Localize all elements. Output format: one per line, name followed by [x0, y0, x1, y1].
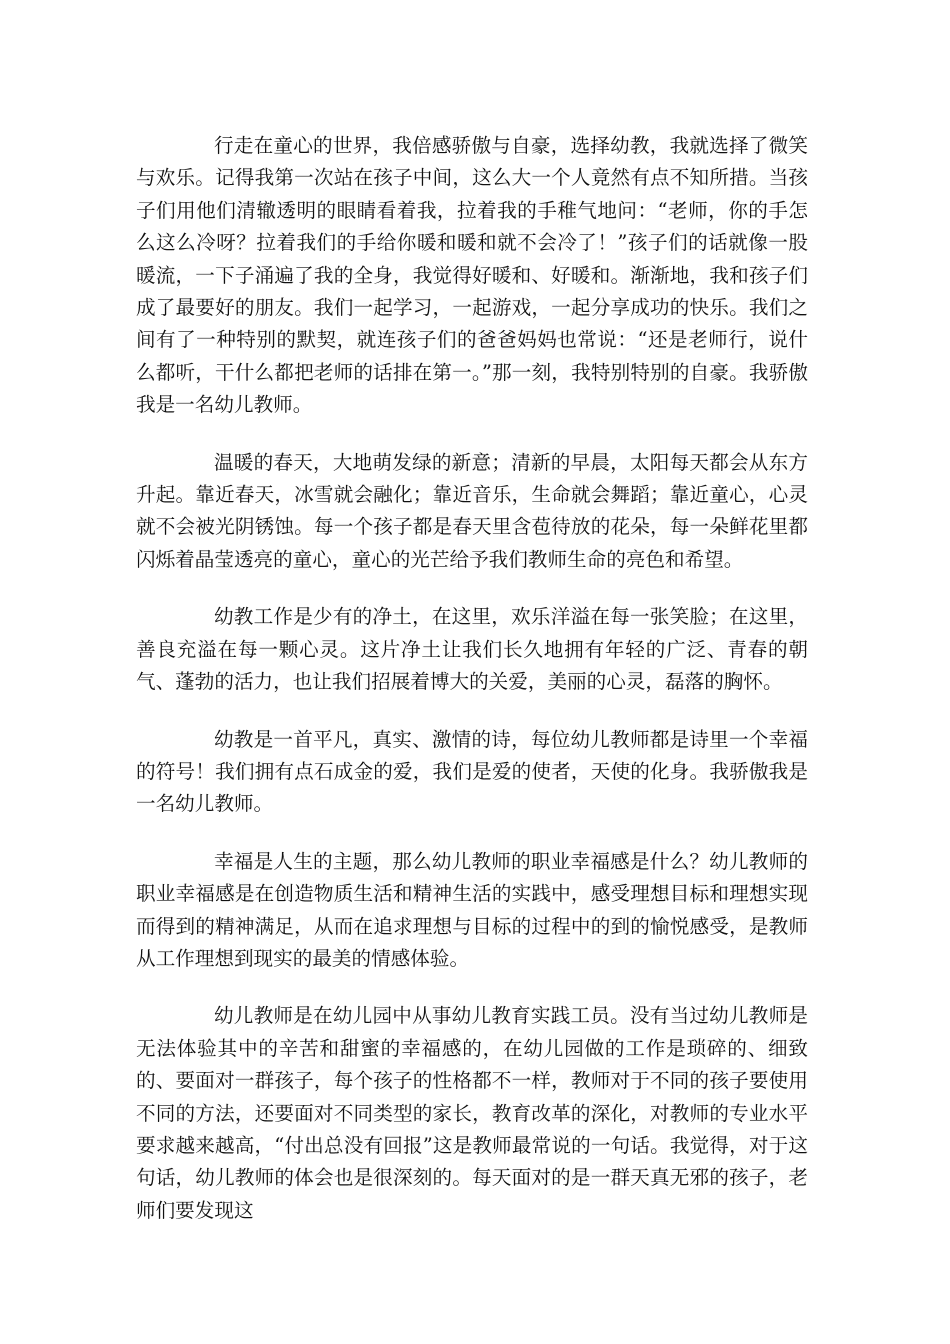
paragraph-1: 行走在童心的世界，我倍感骄傲与自豪，选择幼教，我就选择了微笑与欢乐。记得我第一次站在孩子中间，这么大一个人竟然有点不知所措。当孩子们用他们清辙透明的眼睛看着我，拉着我的手稚气地问：“老师，你的手怎么这么冷呀？拉着我们的手给你暖和暖和就不会冷了！”孩子们的话就像一股暖流，一下子涌遍了我的全身，我觉得好暖和、好暖和。渐渐地，我和孩子们成了最要好的朋友。我们一起学习，一起游戏，一起分享成功的快乐。我们之间有了一种特别的默契，就连孩子们的爸爸妈妈也常说：“还是老师行，说什么都听，干什么都把老师的话排在第一。”那一刻，我特别特别的自豪。我骄傲我是一名幼儿教师。 — [136, 134, 808, 417]
document-body — [136, 130, 808, 1227]
paragraph-6: 幼儿教师是在幼儿园中从事幼儿教育实践工员。没有当过幼儿教师是无法体验其中的辛苦和甜蜜的幸福感的，在幼儿园做的工作是琐碎的、细致的、要面对一群孩子，每个孩子的性格都不一样，教师对于不同的孩子要使用不同的方法，还要面对不同类型的家长，教育改革的深化，对教师的专业水平要求越来越高，“付出总没有回报”这是教师最常说的一句话。我觉得，对于这句话，幼儿教师的体会也是很深刻的。每天面对的是一群天真无邪的孩子，老师们要发现这 — [136, 1004, 808, 1222]
paragraph-3: 幼教工作是少有的净土，在这里，欢乐洋溢在每一张笑脸；在这里，善良充溢在每一颗心灵。这片净土让我们长久地拥有年轻的广泛、青春的朝气、蓬勃的活力，也让我们招展着博大的关爱，美丽的心灵，磊落的胸怀。 — [136, 605, 808, 694]
paragraph-5: 幸福是人生的主题，那么幼儿教师的职业幸福感是什么？幼儿教师的职业幸福感是在创造物质生活和精神生活的实践中，感受理想目标和理想实现而得到的精神满足，从而在追求理想与目标的过程中的到的愉悦感受，是教师从工作理想到现实的最美的情感体验。 — [136, 849, 808, 970]
paragraph-2: 温暖的春天，大地萌发绿的新意；清新的早晨，太阳每天都会从东方升起。靠近春天，冰雪就会融化；靠近音乐，生命就会舞蹈；靠近童心，心灵就不会被光阴锈蚀。每一个孩子都是春天里含苞待放的花朵，每一朵鲜花里都闪烁着晶莹透亮的童心，童心的光芒给予我们教师生命的亮色和希望。 — [136, 450, 808, 571]
paragraph-4: 幼教是一首平凡，真实、激情的诗，每位幼儿教师都是诗里一个幸福的符号！我们拥有点石成金的爱，我们是爱的使者，天使的化身。我骄傲我是一名幼儿教师。 — [136, 727, 808, 816]
